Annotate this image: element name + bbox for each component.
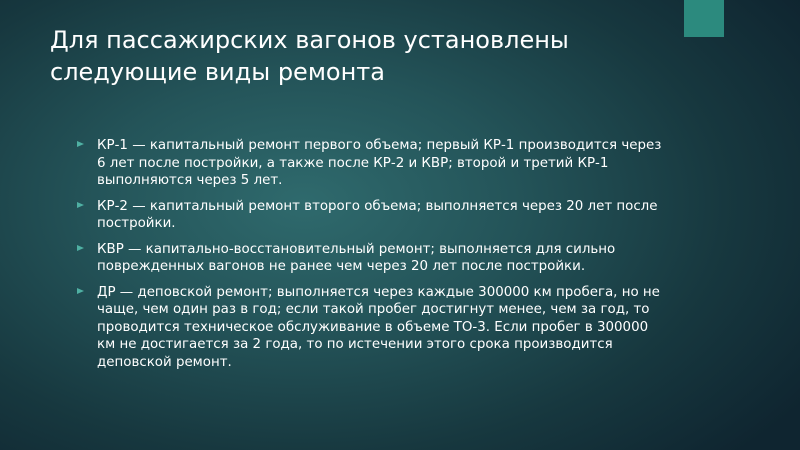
triangle-bullet-icon xyxy=(77,202,84,208)
bullet-text: КР-2 — капитальный ремонт второго объема; выполняется через 20 лет после постройки. xyxy=(97,198,658,231)
bullet-text: ДР — деповской ремонт; выполняется через каждые 300000 км пробега, но не чаще, чем один раз в год; если такой пробег достигнут менее, чем за год, то проводится техническое обслуживание в объеме ТО-3. Если пробег в 300000 км не достигается за 2 года, то по истечении этого срока производится деповской ремонт. xyxy=(97,284,660,370)
bullet-text: КР-1 — капитальный ремонт первого объема; первый КР-1 производится через 6 лет после постройки, а также после КР-2 и КВР; второй и третий КР-1 выполняются через 5 лет. xyxy=(97,138,662,188)
slide-title: Для пассажирских вагонов установлены следующие виды ремонта xyxy=(50,26,569,86)
bullet-item-kr2 xyxy=(77,198,667,233)
bullet-item-kvr xyxy=(77,241,667,276)
bullet-item-dr xyxy=(77,284,667,372)
triangle-bullet-icon xyxy=(77,245,84,251)
bullet-list xyxy=(77,137,667,379)
bullet-item-kr1 xyxy=(77,137,667,190)
triangle-bullet-icon xyxy=(77,288,84,294)
bullet-text: КВР — капитально-восстановительный ремонт; выполняется для сильно поврежденных вагонов не ранее чем через 20 лет после постройки. xyxy=(97,241,616,274)
triangle-bullet-icon xyxy=(77,141,84,147)
accent-bar xyxy=(684,0,724,37)
